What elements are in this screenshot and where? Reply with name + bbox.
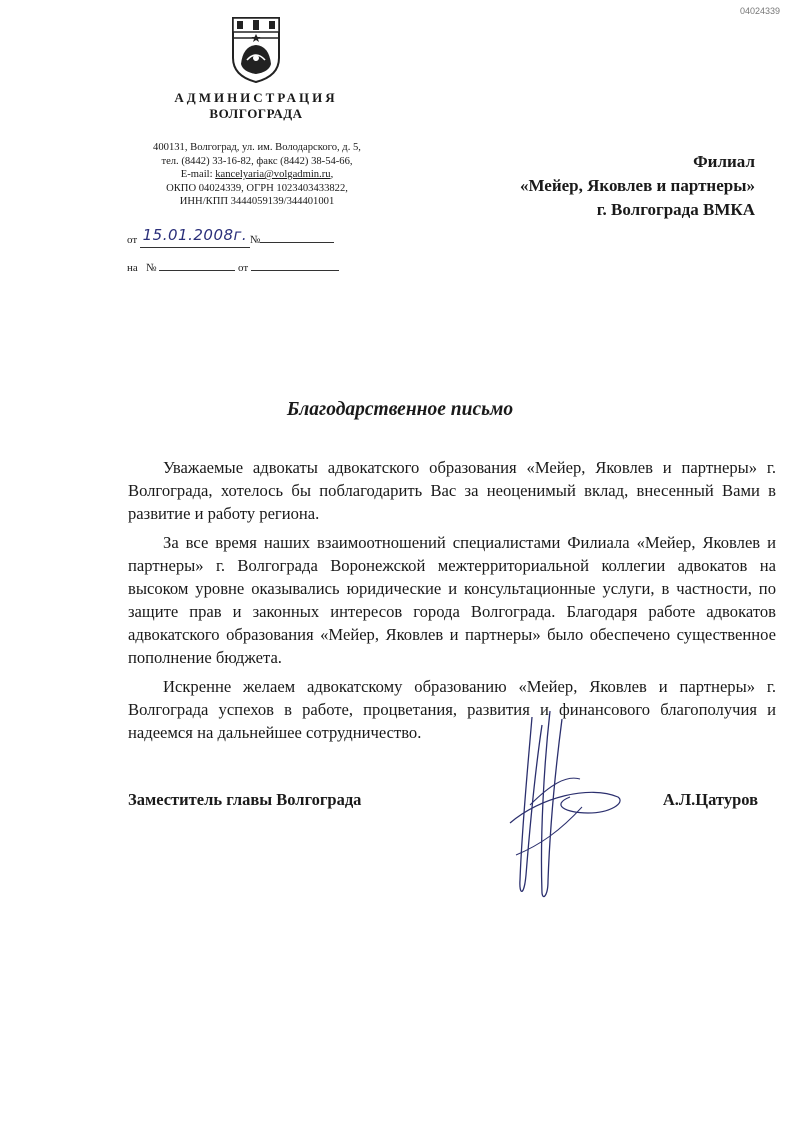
paragraph: Искренне желаем адвокатскому образованию «Мейер, Яковлев и партнеры» г. Волгограда успехов в работе, процветания, развития и финансового благополучия и надеемся на дальнейшее сотрудничество. <box>128 677 776 742</box>
email-link[interactable]: kancelyaria@volgadmin.ru <box>215 169 331 180</box>
paragraph: За все время наших взаимоотношений специалистами Филиала «Мейер, Яковлев и партнеры» г. Волгограда Воронежской межтерриториальной коллегии адвокатов на высоком уровне оказывались юридические и консультационные услуги, в частности, по защите прав и законных интересов города Волгограда. Благодаря работе адвокатов адвокатского образования «Мейер, Яковлев и партнеры» было обеспечено существенное пополнение бюджета. <box>128 533 776 667</box>
ref-number-field <box>159 270 235 271</box>
letter-body <box>128 456 776 750</box>
handwritten-date: 15.01.2008г. <box>142 226 248 244</box>
email-suffix: , <box>330 169 334 180</box>
email-line <box>124 168 390 182</box>
signatory-name: А.Л.Цатуров <box>662 790 758 809</box>
date-from-label: от <box>127 234 138 246</box>
contact-details <box>124 141 390 209</box>
org-title: АДМИНИСТРАЦИЯ <box>174 90 338 105</box>
paragraph: Уважаемые адвокаты адвокатского образования «Мейер, Яковлев и партнеры» г. Волгограда, хотелось бы поблагодарить Вас за неоценимый вклад, внесенный Вами в развитие и работу региона. <box>128 458 776 523</box>
phone-fax: тел. (8442) 33-16-82, факс (8442) 38-54-66, <box>161 155 353 167</box>
recipient-line-3: г. Волгограда ВМКА <box>596 200 755 219</box>
org-city: ВОЛГОГРАДА <box>209 106 303 121</box>
recipient-line-2: «Мейер, Яковлев и партнеры» <box>519 176 755 195</box>
ref-from-label: от <box>238 262 249 274</box>
organization-header <box>128 90 384 122</box>
date-line <box>127 226 334 248</box>
address: 400131, Волгоград, ул. им. Володарского, д. 5, <box>153 142 361 153</box>
city-coat-of-arms-icon <box>229 14 283 84</box>
okpo-ogrn: ОКПО 04024339, ОГРН 1023403433822, <box>166 182 348 194</box>
inn-kpp: ИНН/КПП 3444059139/344401001 <box>179 196 335 207</box>
ref-on-label: на <box>127 262 138 274</box>
ref-number-label: № <box>146 262 157 274</box>
date-number-label: № <box>249 234 261 246</box>
handwritten-signature-icon <box>470 705 630 905</box>
email-label: E-mail: <box>180 169 216 180</box>
recipient-block <box>520 150 755 222</box>
reference-line <box>127 262 339 274</box>
signatory-title: Заместитель главы Волгограда <box>128 790 362 809</box>
date-number-field <box>260 242 334 243</box>
date-field <box>140 226 250 248</box>
ref-date-field <box>251 270 339 271</box>
letter-title: Благодарственное письмо <box>286 399 514 420</box>
corner-number: 04024339 <box>739 6 780 16</box>
recipient-line-1: Филиал <box>693 152 755 171</box>
